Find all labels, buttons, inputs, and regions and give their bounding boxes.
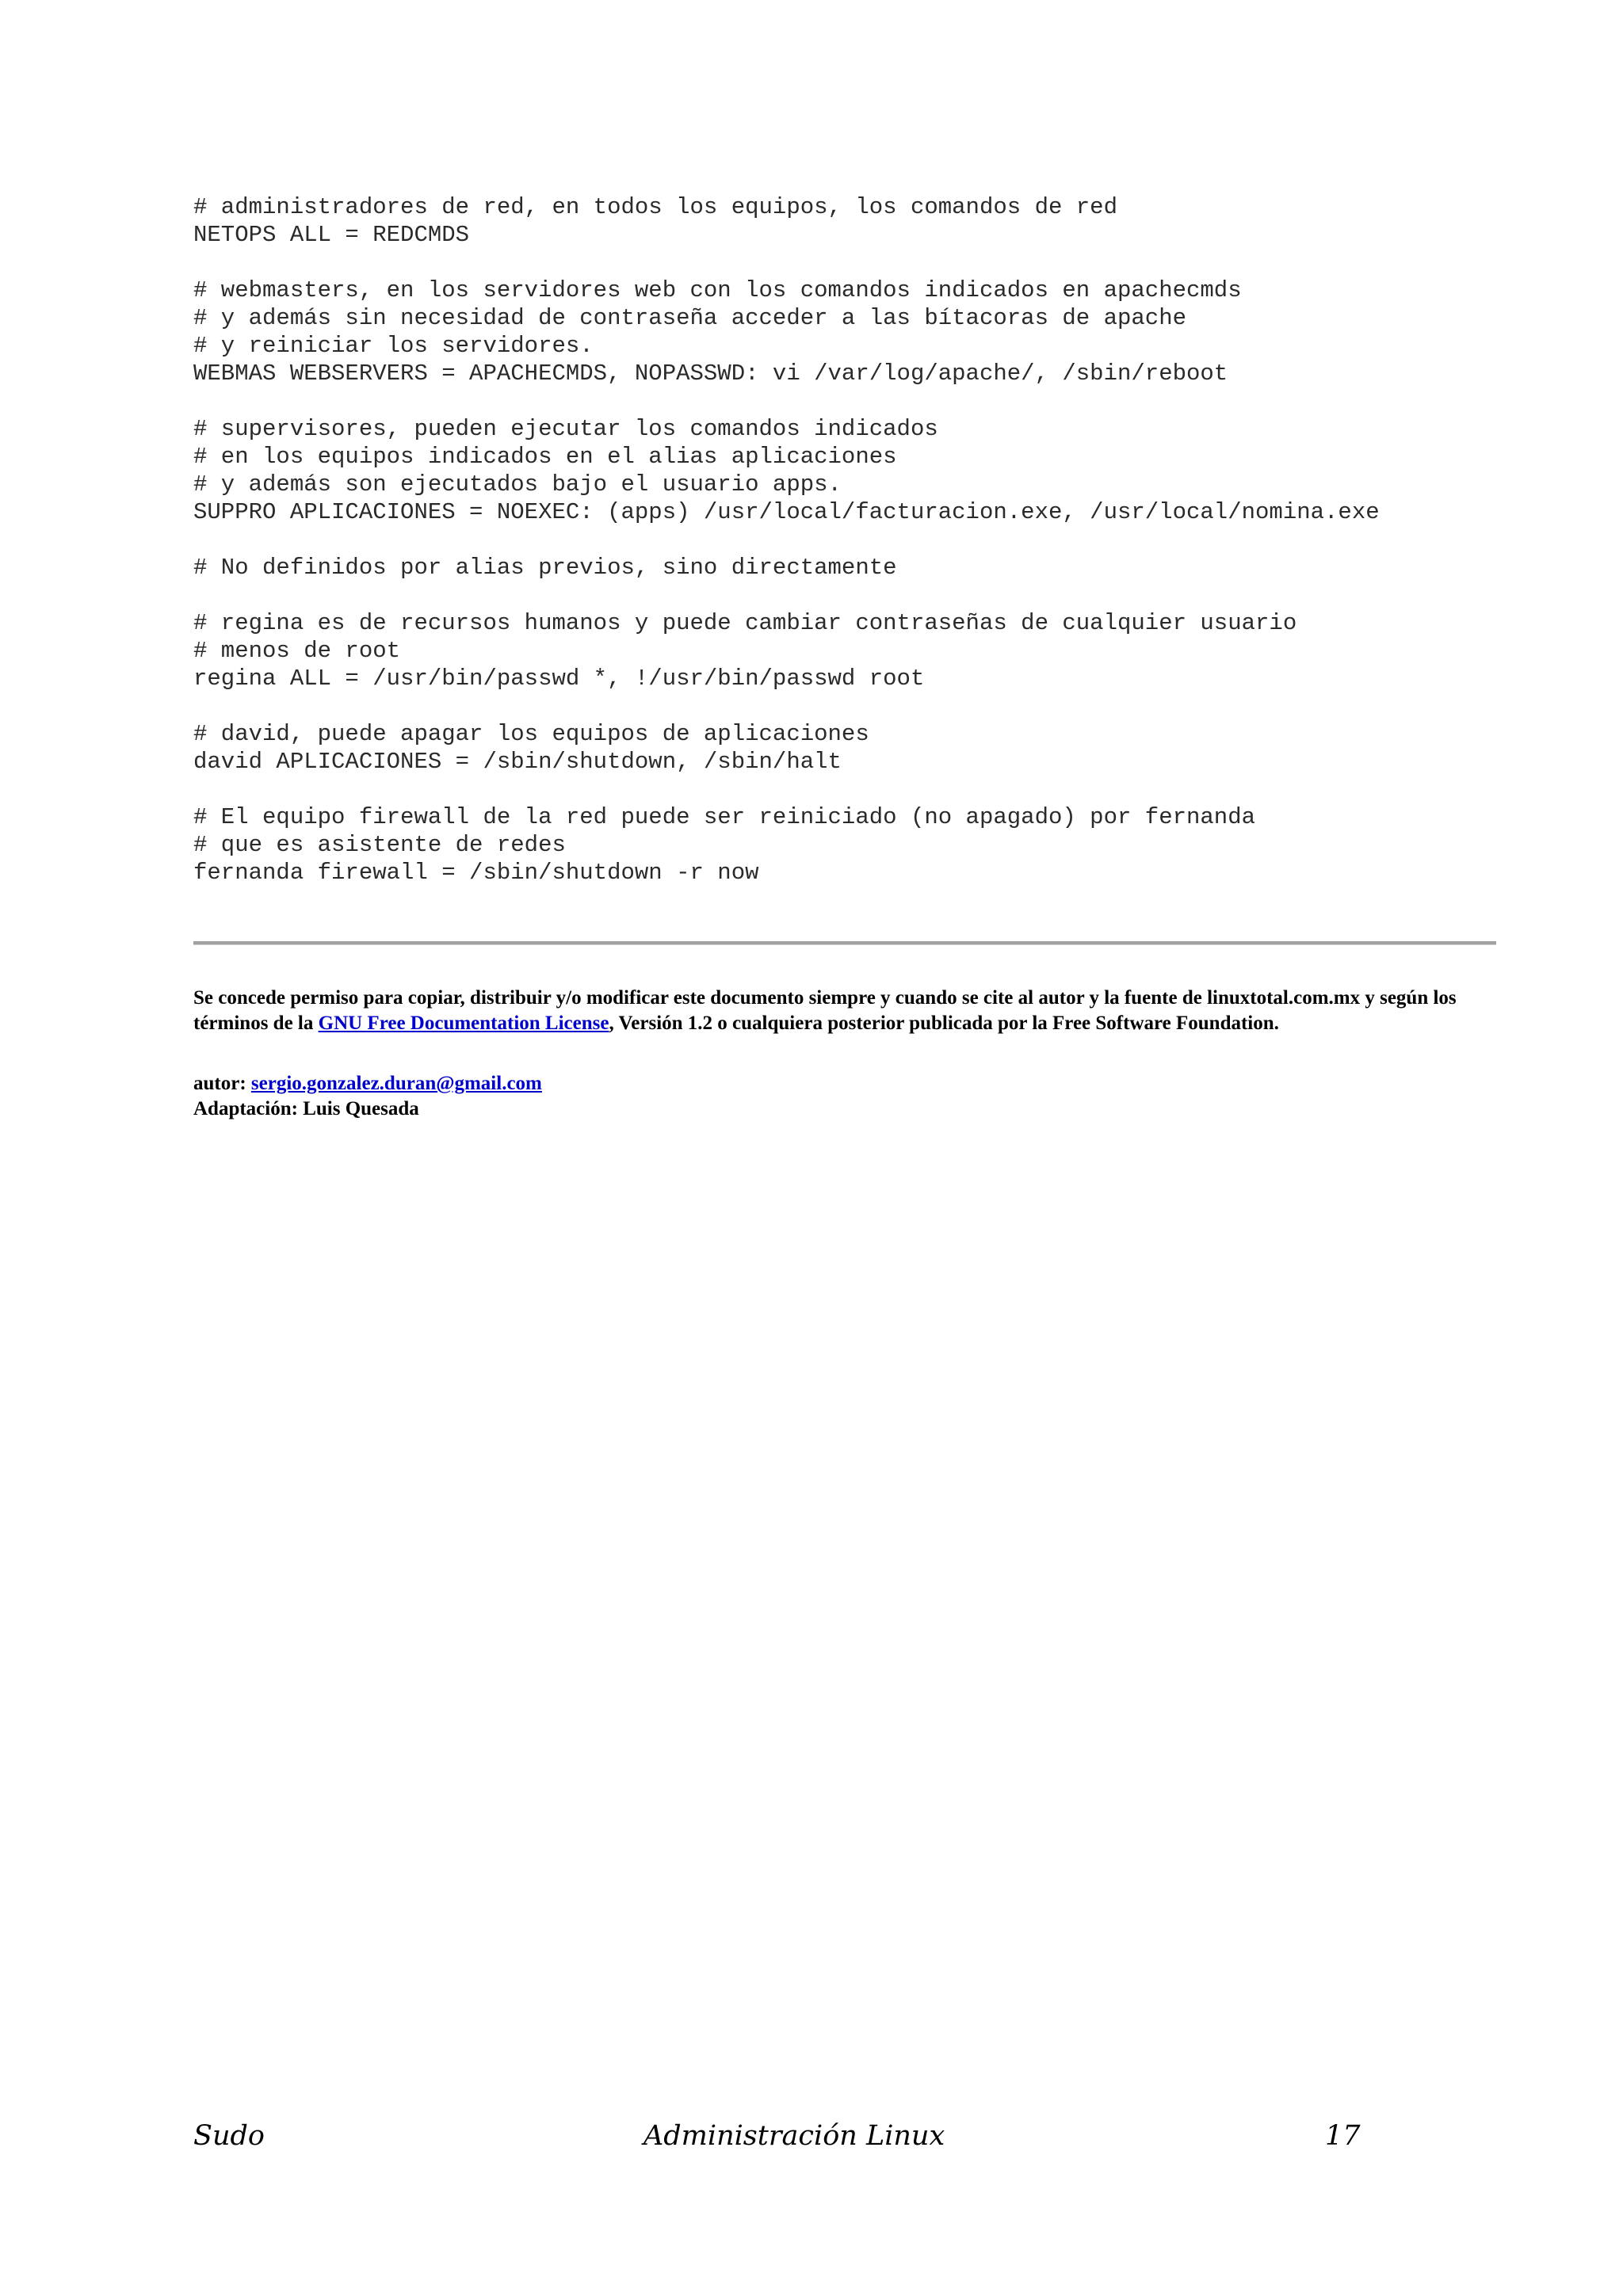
- code-rule-line: WEBMAS WEBSERVERS = APACHECMDS, NOPASSWD: vi /var/log/apache/, /sbin/reboot: [193, 360, 1228, 387]
- license-text-before: Se concede permiso para copiar, distribuir y/o modificar este documento siempre y cuando se cite al autor y la fuente de linuxtotal.com.mx y según los términos de la: [193, 987, 1457, 1034]
- author-line: [193, 1071, 542, 1097]
- code-comment-line: # y reiniciar los servidores.: [193, 333, 594, 359]
- license-notice: [193, 986, 1509, 1036]
- code-comment-line: # No definidos por alias previos, sino directamente: [193, 555, 897, 581]
- code-comment-line: # y además son ejecutados bajo el usuario apps.: [193, 471, 842, 498]
- code-blank-line: [193, 249, 1525, 277]
- code-comment-line: # que es asistente de redes: [193, 832, 566, 858]
- author-email-link[interactable]: sergio.gonzalez.duran@gmail.com: [250, 1073, 542, 1094]
- code-rule-line: regina ALL = /usr/bin/passwd *, !/usr/bin/passwd root: [193, 666, 925, 692]
- code-blank-line: [193, 526, 1525, 554]
- footer-page-number: 17: [1325, 2120, 1361, 2152]
- code-comment-line: # supervisores, pueden ejecutar los comandos indicados: [193, 416, 938, 442]
- code-comment-line: # en los equipos indicados en el alias aplicaciones: [193, 444, 897, 470]
- code-comment-line: # regina es de recursos humanos y puede cambiar contraseñas de cualquier usuario: [193, 610, 1297, 636]
- code-comment-line: # webmasters, en los servidores web con los comandos indicados en apachecmds: [193, 277, 1242, 303]
- code-comment-line: # administradores de red, en todos los equipos, los comandos de red: [193, 194, 1117, 220]
- gfdl-link[interactable]: GNU Free Documentation License: [318, 1013, 609, 1034]
- code-blank-line: [193, 692, 1525, 720]
- code-blank-line: [193, 582, 1525, 609]
- code-rule-line: NETOPS ALL = REDCMDS: [193, 222, 470, 248]
- code-comment-line: # david, puede apagar los equipos de aplicaciones: [193, 721, 869, 747]
- license-text-after: , Versión 1.2 o cualquiera posterior publicada por la Free Software Foundation.: [609, 1013, 1279, 1034]
- author-block: [193, 1071, 542, 1122]
- code-blank-line: [193, 387, 1525, 415]
- horizontal-rule: [193, 941, 1496, 945]
- code-rule-line: SUPPRO APLICACIONES = NOEXEC: (apps) /usr/local/facturacion.exe, /usr/local/nomina.exe: [193, 499, 1380, 525]
- code-rule-line: david APLICACIONES = /sbin/shutdown, /sbin/halt: [193, 749, 842, 775]
- code-rule-line: fernanda firewall = /sbin/shutdown -r now: [193, 860, 759, 886]
- code-comment-line: # El equipo firewall de la red puede ser reiniciado (no apagado) por fernanda: [193, 804, 1256, 830]
- code-blank-line: [193, 776, 1525, 803]
- footer-section-title: Sudo: [193, 2120, 265, 2152]
- code-comment-line: # menos de root: [193, 638, 401, 664]
- author-label: autor:: [193, 1073, 251, 1094]
- footer-book-title: Administración Linux: [643, 2120, 945, 2152]
- adaptation-credit: Adaptación: Luis Quesada: [193, 1098, 419, 1119]
- code-comment-line: # y además sin necesidad de contraseña acceder a las bítacoras de apache: [193, 305, 1187, 331]
- sudoers-code-block: [193, 193, 1525, 887]
